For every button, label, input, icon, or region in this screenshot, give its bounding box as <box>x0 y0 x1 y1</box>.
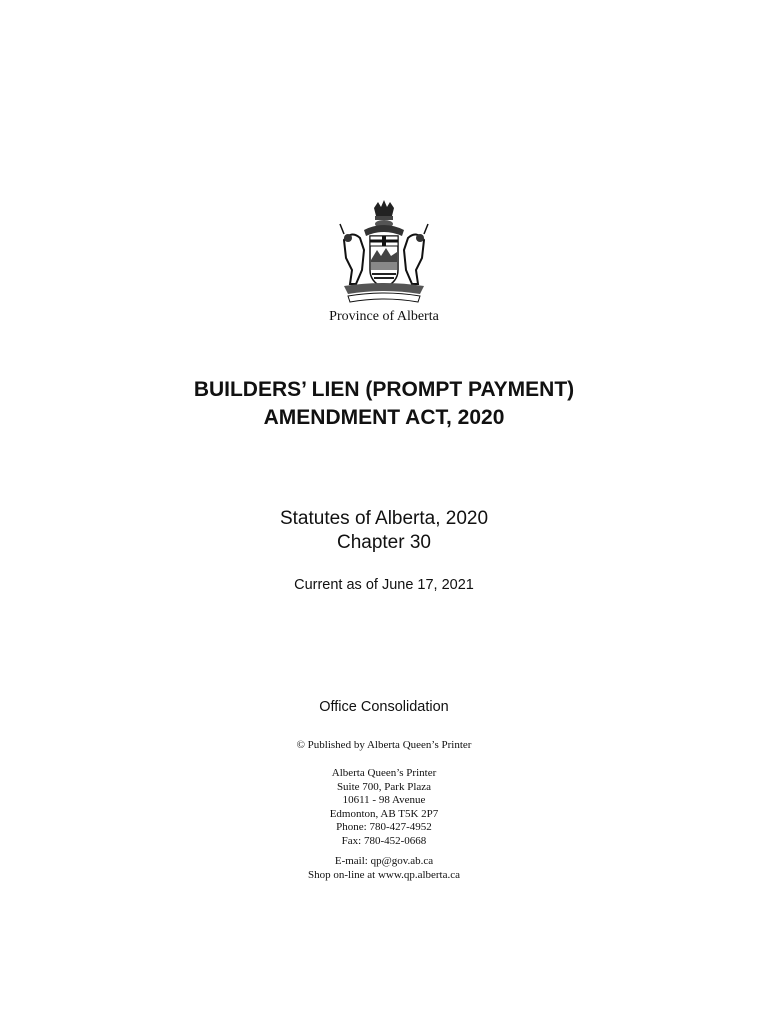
address-line: Alberta Queen’s Printer <box>331 767 437 779</box>
chapter-number: Chapter 30 <box>336 532 431 553</box>
address-line: 10611 - 98 Avenue <box>342 794 426 806</box>
statute-citation <box>0 507 768 555</box>
act-title <box>0 376 768 432</box>
act-title-line-1: BUILDERS’ LIEN (PROMPT PAYMENT) <box>193 378 575 401</box>
shop-online-url: Shop on-line at www.qp.alberta.ca <box>307 868 461 881</box>
address-line: Edmonton, AB T5K 2P7 <box>329 807 439 820</box>
alberta-coat-of-arms-icon <box>334 200 434 304</box>
current-as-of-date: Current as of June 17, 2021 <box>294 577 474 593</box>
office-consolidation-label: Office Consolidation <box>319 699 449 715</box>
fax-number: Fax: 780-452-0668 <box>341 834 427 847</box>
address-line: Suite 700, Park Plaza <box>336 780 432 793</box>
contact-info <box>0 855 768 882</box>
statutes-year: Statutes of Alberta, 2020 <box>279 508 489 529</box>
province-name: Province of Alberta <box>329 309 439 324</box>
published-by-notice: © Published by Alberta Queen’s Printer <box>296 739 472 751</box>
phone-number: Phone: 780-427-4952 <box>336 821 432 833</box>
email-address: E-mail: qp@gov.ab.ca <box>334 855 434 867</box>
publisher-address <box>0 767 768 848</box>
act-title-line-2: AMENDMENT ACT, 2020 <box>263 406 505 429</box>
